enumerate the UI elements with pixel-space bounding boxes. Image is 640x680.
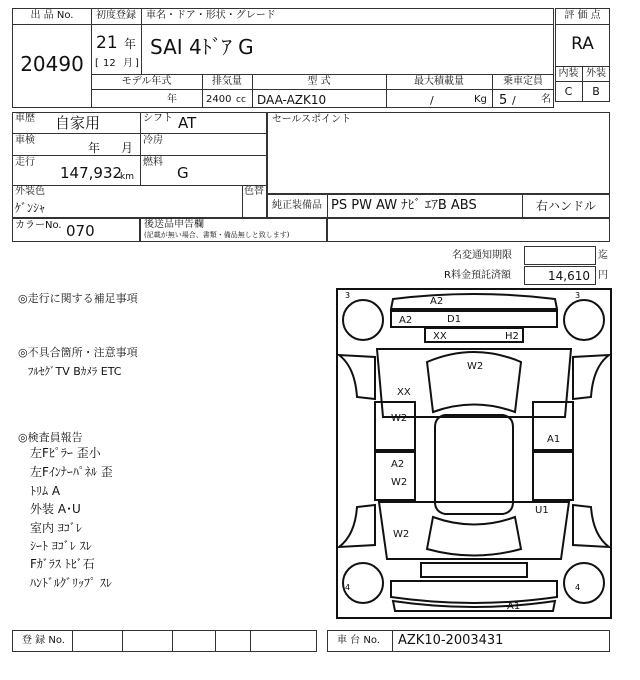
inspector-line: 外装 A･U: [30, 502, 81, 516]
model-year-label: モデル年式: [121, 76, 172, 87]
equipment-value: PS PW AW ﾅﾋﾞ ｴｱB ABS: [331, 198, 477, 213]
rear-bumper: [391, 581, 557, 603]
color-value: ｹﾞﾝｼｬ: [15, 201, 46, 215]
interior-label: 内装: [558, 68, 579, 79]
mileage-unit: km: [120, 172, 134, 182]
name-change-label: 名変通知期限: [452, 250, 512, 261]
inspector-line: 室内 ﾖｺﾞﾚ: [30, 521, 82, 535]
chassis-label: 車 台 No.: [337, 635, 380, 646]
documents-label: 後送品申告欄: [144, 219, 204, 230]
history-label: 車歴: [15, 113, 35, 124]
driving-notes-label: ◎走行に関する補足事項: [18, 292, 138, 305]
rear-window: [427, 517, 521, 556]
fuel-value: G: [177, 164, 189, 182]
mark-xx-lamp: XX: [433, 331, 447, 342]
model-year-unit: 年: [167, 94, 177, 105]
front-left-door: [375, 402, 415, 450]
mark-w2-front-door: W2: [391, 413, 408, 424]
inspector-line: ｼｰﾄ ﾖｺﾞﾚ ｽﾚ: [30, 539, 92, 553]
mark-w2-glass: W2: [467, 361, 484, 372]
displacement-value: 2400: [206, 94, 232, 105]
exterior-grade: B: [592, 85, 600, 98]
fuel-label: 燃料: [143, 157, 163, 168]
mark-a2-front: A2: [430, 296, 444, 307]
defects-label: ◎不具合箇所・注意事項: [18, 346, 138, 359]
car-name-label: 車名・ドア・形状・グレード: [146, 10, 276, 21]
mileage-label: 走行: [15, 157, 35, 168]
mark-a2-side: A2: [391, 459, 405, 470]
front-right-wheel: [564, 300, 604, 340]
lot-number-label: 出 品 No.: [30, 10, 74, 21]
displacement-unit: cc: [236, 95, 246, 105]
mark-xx-pillar: XX: [397, 387, 411, 398]
shift-label: シフト: [143, 113, 173, 124]
roof: [435, 415, 513, 514]
defects-text: ﾌﾙｾｸﾞTV Bｶﾒﾗ ETC: [28, 365, 122, 378]
rear-lamp: [421, 563, 527, 577]
rear-right-tag: 4: [575, 583, 581, 592]
mark-w2-rear: W2: [393, 529, 410, 540]
capacity-label: 乗車定員: [503, 76, 543, 87]
rear-right-wheel: [564, 563, 604, 603]
car-damage-diagram: [335, 287, 613, 620]
hood: [377, 349, 571, 417]
inspector-line: 左Fｲﾝﾅｰﾊﾟﾈﾙ 歪: [30, 465, 113, 479]
exterior-label: 外装: [586, 68, 606, 79]
capacity-unit: 名: [541, 94, 551, 105]
documents-note: (記載が無い場合、書類・備品無しと致します): [144, 231, 290, 239]
grade-label: 評 価 点: [564, 10, 601, 21]
inspection-month-unit: 月: [121, 141, 134, 155]
front-right-tag: 3: [575, 291, 581, 300]
rear-right-door: [533, 452, 573, 500]
name-change-box: [524, 246, 596, 265]
sales-point-label: セールスポイント: [272, 114, 352, 125]
mark-u1: U1: [535, 505, 549, 516]
inspector-line: Fｶﾞﾗｽ ﾄﾋﾞ石: [30, 557, 95, 571]
front-left-tag: 3: [345, 291, 351, 300]
front-grille: [391, 311, 557, 327]
interior-grade: C: [564, 85, 573, 98]
displacement-label: 排気量: [212, 76, 242, 87]
mark-a2-bumper: A2: [399, 315, 413, 326]
first-registration-month: 12: [103, 58, 116, 69]
registration-label: 登 録 No.: [22, 635, 65, 646]
rear-left-tag: 4: [345, 583, 351, 592]
inspection-label: 車検: [15, 135, 35, 146]
shift-value: AT: [178, 114, 197, 132]
front-bumper: [391, 294, 557, 309]
color-number-value: 070: [66, 222, 95, 240]
aircon-label: 冷房: [143, 135, 163, 146]
name-change-unit: 迄: [598, 250, 608, 261]
history-value: 自家用: [55, 114, 101, 132]
max-load-unit: Kg: [474, 94, 487, 105]
lot-number: 20490: [20, 52, 84, 76]
inspector-report-label: ◎検査員報告: [18, 431, 83, 444]
month-unit: 月: [123, 58, 133, 69]
capacity-separator: /: [512, 94, 516, 107]
year-unit: 年: [124, 37, 137, 51]
max-load-separator: /: [430, 94, 434, 107]
grade-value: RA: [571, 34, 594, 54]
chassis-value: AZK10-2003431: [398, 633, 504, 648]
mark-a1-rear: A1: [507, 601, 521, 612]
color-number-label: カラーNo.: [15, 220, 62, 231]
mileage-value: 147,932: [60, 164, 123, 182]
type-value: DAA-AZK10: [257, 93, 327, 107]
recycle-label: R料金預託済額: [444, 270, 511, 281]
front-left-wheel: [343, 300, 383, 340]
inspector-line: ﾄﾘﾑ A: [30, 484, 61, 498]
recycle-unit: 円: [598, 270, 608, 281]
inspector-line: 左Fﾋﾟﾗｰ 歪小: [30, 446, 101, 460]
max-load-label: 最大積載量: [414, 76, 464, 87]
inspection-year-unit: 年: [88, 141, 101, 155]
inspector-line: ﾊﾝﾄﾞﾙｸﾞﾘｯﾌﾟ ｽﾚ: [30, 576, 112, 590]
handle-value: 右ハンドル: [535, 199, 596, 213]
car-name: SAI 4ﾄﾞｱ G: [150, 35, 254, 59]
recycle-value: 14,610: [548, 269, 590, 283]
mark-a1-right: A1: [547, 434, 561, 445]
capacity-value: 5: [499, 93, 508, 108]
type-label: 型 式: [307, 76, 331, 87]
equipment-label: 純正装備品: [272, 200, 322, 211]
repaint-label: 色替: [244, 186, 264, 197]
mark-h2: H2: [505, 331, 519, 342]
first-registration-year: 21: [96, 33, 118, 53]
mark-w2-rear-door: W2: [391, 477, 408, 488]
color-label: 外装色: [15, 186, 45, 197]
mark-d1: D1: [447, 314, 462, 325]
first-registration-label: 初度登録: [96, 10, 136, 21]
